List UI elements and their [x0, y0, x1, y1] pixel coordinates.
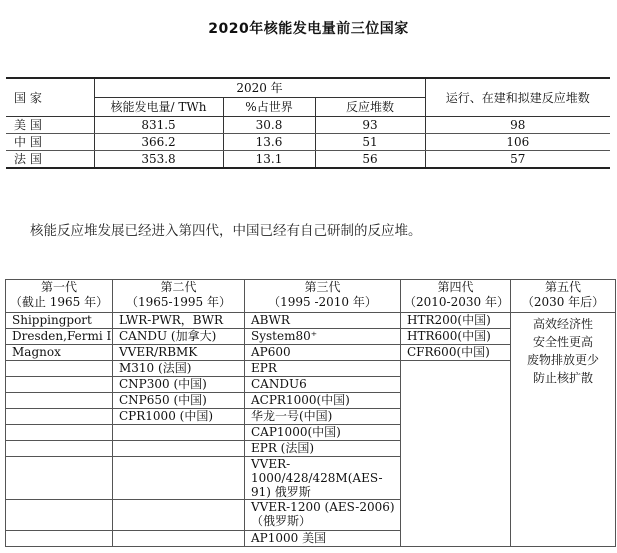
gen5-feature: 防止核扩散: [532, 371, 593, 385]
gen4-cell: CFR600(中国): [401, 345, 511, 361]
total-cell: 98: [425, 117, 610, 134]
gen3-cell: ACPR1000(中国): [245, 393, 401, 409]
share-header: %占世界: [223, 98, 315, 117]
reactors-cell: 56: [315, 151, 425, 169]
gen3-cell: CANDU6: [245, 377, 401, 393]
gen3-cell: AP600: [245, 345, 401, 361]
gen2-empty-cell: [113, 500, 245, 531]
page-title: 2020年核能发电量前三位国家: [208, 21, 409, 37]
caption-text: 核能反应堆发展已经进入第四代，中国已经有自己研制的反应堆。: [30, 223, 422, 239]
gen2-header: 第二代 （1965-1995 年）: [113, 280, 245, 313]
total-cell: 106: [425, 134, 610, 151]
gen3-cell: EPR: [245, 361, 401, 377]
gen5-feature: 高效经济性: [532, 317, 593, 331]
gen3-cell: 华龙一号(中国): [245, 409, 401, 425]
gen2-empty-cell: [113, 425, 245, 441]
gen3-cell: System80⁺: [245, 329, 401, 345]
gen4-cell: HTR600(中国): [401, 329, 511, 345]
gen4-empty-cell: [401, 361, 511, 547]
gen3-cell: CAP1000(中国): [245, 425, 401, 441]
gen2-cell: CNP300 (中国): [113, 377, 245, 393]
generation-cell: 353.8: [94, 151, 223, 169]
table-row: [6, 117, 610, 134]
gen1-cell: Dresden,Fermi Ⅰ: [6, 329, 113, 345]
gen2-cell: LWR-PWR，BWR: [113, 313, 245, 329]
gen5-feature: 废物排放更少: [526, 353, 599, 367]
reactors-header: 反应堆数: [315, 98, 425, 117]
reactor-generations-table: [5, 279, 616, 547]
gen2-cell: M310 (法国): [113, 361, 245, 377]
total-cell: 57: [425, 151, 610, 169]
country-cell: 中 国: [6, 134, 94, 151]
gen3-cell: VVER-1200 (AES-2006) （俄罗斯）: [245, 500, 401, 531]
gen1-empty-cell: [6, 441, 113, 457]
gen1-empty-cell: [6, 500, 113, 531]
gen3-cell: VVER-1000/428/428M(AES-91) 俄罗斯: [245, 457, 401, 500]
generation-header: 核能发电量/ TWh: [94, 98, 223, 117]
gen1-empty-cell: [6, 377, 113, 393]
reactors-cell: 51: [315, 134, 425, 151]
gen3-cell: ABWR: [245, 313, 401, 329]
share-cell: 13.1: [223, 151, 315, 169]
gen1-empty-cell: [6, 531, 113, 547]
nuclear-generation-table: [6, 77, 610, 169]
gen1-empty-cell: [6, 393, 113, 409]
gen3-cell: AP1000 美国: [245, 531, 401, 547]
gen2-cell: CNP650 (中国): [113, 393, 245, 409]
gen4-header: 第四代 （2010-2030 年）: [401, 280, 511, 313]
gen2-cell: CANDU (加拿大): [113, 329, 245, 345]
gen2-empty-cell: [113, 441, 245, 457]
gen1-empty-cell: [6, 425, 113, 441]
gen2-empty-cell: [113, 531, 245, 547]
gen5-feature: 安全性更高: [532, 335, 593, 349]
gen4-cell: HTR200(中国): [401, 313, 511, 329]
gen3-cell: EPR (法国): [245, 441, 401, 457]
total-reactors-header: 运行、在建和拟建反应堆数: [425, 78, 610, 117]
country-header: 国 家: [6, 78, 94, 117]
gen2-cell: CPR1000 (中国): [113, 409, 245, 425]
generation-cell: 831.5: [94, 117, 223, 134]
table-row: [6, 151, 610, 169]
gen2-empty-cell: [113, 457, 245, 500]
gen1-header: 第一代 （截止 1965 年）: [6, 280, 113, 313]
gen5-header: 第五代 （2030 年后）: [511, 280, 616, 313]
gen1-cell: Shippingport: [6, 313, 113, 329]
share-cell: 30.8: [223, 117, 315, 134]
table-row: [6, 134, 610, 151]
country-cell: 法 国: [6, 151, 94, 169]
gen2-cell: VVER/RBMK: [113, 345, 245, 361]
generation-cell: 366.2: [94, 134, 223, 151]
reactors-cell: 93: [315, 117, 425, 134]
gen3-header: 第三代 （1995 -2010 年）: [245, 280, 401, 313]
gen1-empty-cell: [6, 361, 113, 377]
gen1-empty-cell: [6, 457, 113, 500]
gen1-cell: Magnox: [6, 345, 113, 361]
gen1-empty-cell: [6, 409, 113, 425]
gen5-features: [511, 313, 616, 547]
year-header: 2020 年: [94, 78, 425, 98]
share-cell: 13.6: [223, 134, 315, 151]
country-cell: 美 国: [6, 117, 94, 134]
